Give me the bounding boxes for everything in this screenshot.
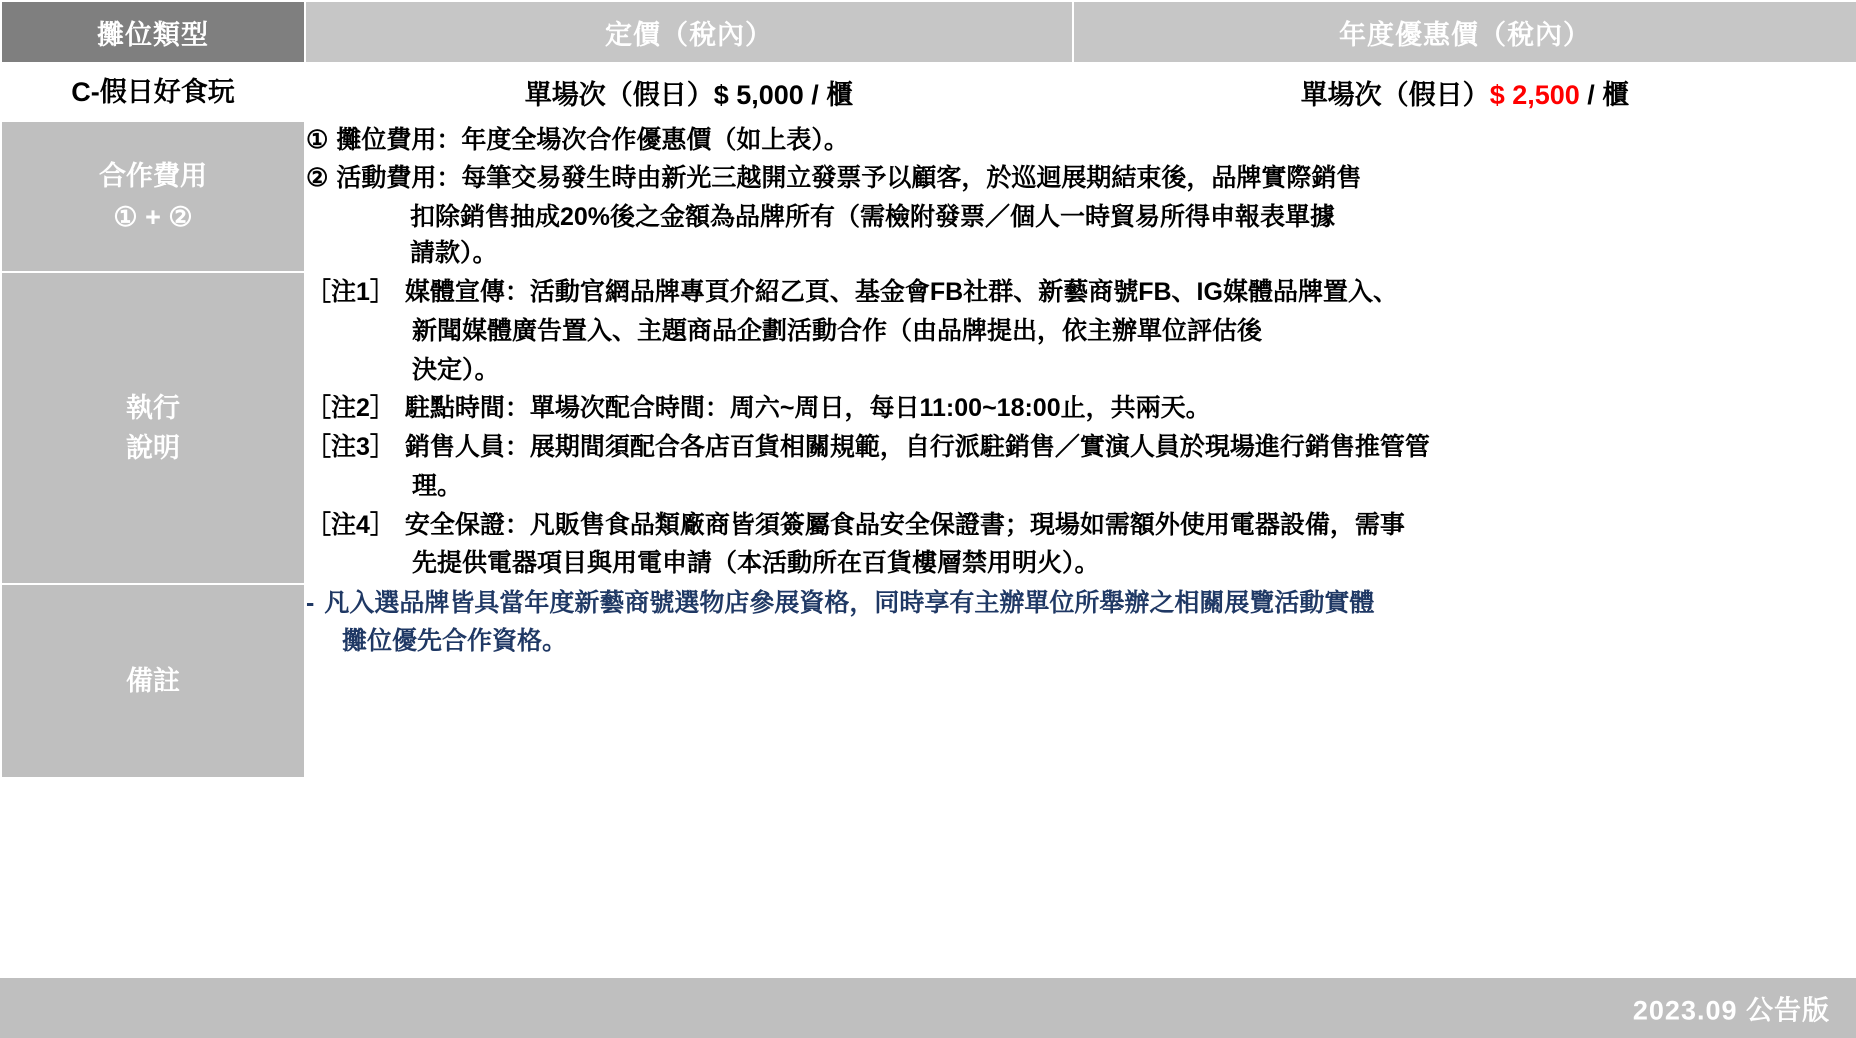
exec-note-3-marker: ［注3］ (306, 433, 395, 461)
exec-note-1-marker: ［注1］ (306, 278, 395, 306)
exec-note-3-line1: 銷售人員：展期間須配合各店百貨相關規範，自行派駐銷售／實演人員於現場進行銷售推管管 (404, 433, 1430, 461)
promo-price-suffix: / 櫃 (1579, 79, 1630, 110)
fee-content (305, 121, 1856, 272)
exec-note-3-line2: 理。 (412, 471, 463, 500)
exec-note-4-line2: 先提供電器項目與用電申請（本活動所在百貨樓層禁用明火）。 (412, 549, 1100, 578)
fee-item-2-cont1: 扣除銷售抽成20%後之金額為品牌所有（需檢附發票／個人一時貿易所得申報表單據 (410, 202, 1336, 231)
booth-type-label: C-假日好食玩 (1, 63, 305, 121)
exec-note-4-line1: 安全保證：凡販售食品類廠商皆須簽屬食品安全保證書；現場如需額外使用電器設備，需事 (404, 510, 1405, 539)
footer-bar (0, 978, 1856, 1038)
exec-label (1, 272, 305, 584)
fee-item-2-marker: ② (306, 164, 329, 193)
remark-row (1, 584, 1856, 778)
table-header-row (1, 1, 1856, 63)
price-row (1, 63, 1856, 121)
exec-content (305, 272, 1856, 584)
header-promo-price: 年度優惠價（稅內） (1073, 1, 1856, 63)
fee-item-2-text: 活動費用：每筆交易發生時由新光三越開立發票予以顧客，於巡迴展期結束後，品牌實際銷售 (336, 164, 1362, 193)
remark-marker: - (306, 589, 315, 617)
exec-note-4 (306, 506, 1856, 545)
exec-row (1, 272, 1856, 584)
footer-version: 2023.09 公告版 (1632, 995, 1830, 1026)
exec-note-1-line1: 媒體宣傳：活動官網品牌專頁介紹乙頁、基金會FB社群、新藝商號FB、IG媒體品牌置入、 (404, 278, 1398, 306)
remark-line1-text: 凡入選品牌皆具當年度新藝商號選物店參展資格，同時享有主辦單位所舉辦之相關展覽活動實體 (324, 589, 1375, 617)
exec-label-line1: 執行 (126, 392, 180, 423)
fee-label-line2: ① + ② (113, 201, 193, 232)
promo-price-prefix: 單場次（假日） (1300, 79, 1490, 110)
exec-label-line2: 說明 (126, 433, 180, 463)
exec-note-2-line1: 駐點時間：單場次配合時間：周六~周日，每日11:00~18:00止，共兩天。 (404, 394, 1211, 423)
exec-note-1-line2: 新聞媒體廣告置入、主題商品企劃活動合作（由品牌提出，依主辦單位評估後 (412, 316, 1263, 345)
exec-note-2-marker: ［注2］ (306, 394, 395, 423)
fee-item-1-text: 攤位費用：年度全場次合作優惠價（如上表）。 (336, 126, 849, 154)
fee-label (1, 121, 305, 272)
fee-row (1, 121, 1856, 272)
exec-note-2 (306, 389, 1856, 428)
remark-content (305, 584, 1856, 778)
fee-item-2 (306, 160, 1856, 196)
exec-note-4-marker: ［注4］ (306, 510, 395, 539)
list-price-value: 單場次（假日）$ 5,000 / 櫃 (305, 63, 1073, 121)
fee-item-1-marker: ① (306, 126, 329, 154)
exec-note-1-line3: 決定）。 (412, 355, 500, 384)
fee-item-2-cont2: 請款）。 (410, 238, 498, 267)
remark-line2-text: 攤位優先合作資格。 (342, 626, 568, 655)
remark-label: 備註 (1, 584, 305, 778)
fee-item-1 (306, 122, 1856, 158)
exec-note-1 (306, 273, 1856, 312)
promo-price-value (1073, 63, 1856, 121)
promo-price-amount: $ 2,500 (1489, 79, 1580, 110)
remark-line-1 (306, 585, 1856, 623)
header-booth-type: 攤位類型 (1, 1, 305, 63)
fee-label-line1: 合作費用 (99, 161, 207, 191)
exec-note-3 (306, 428, 1856, 467)
header-list-price: 定價（稅內） (305, 1, 1073, 63)
